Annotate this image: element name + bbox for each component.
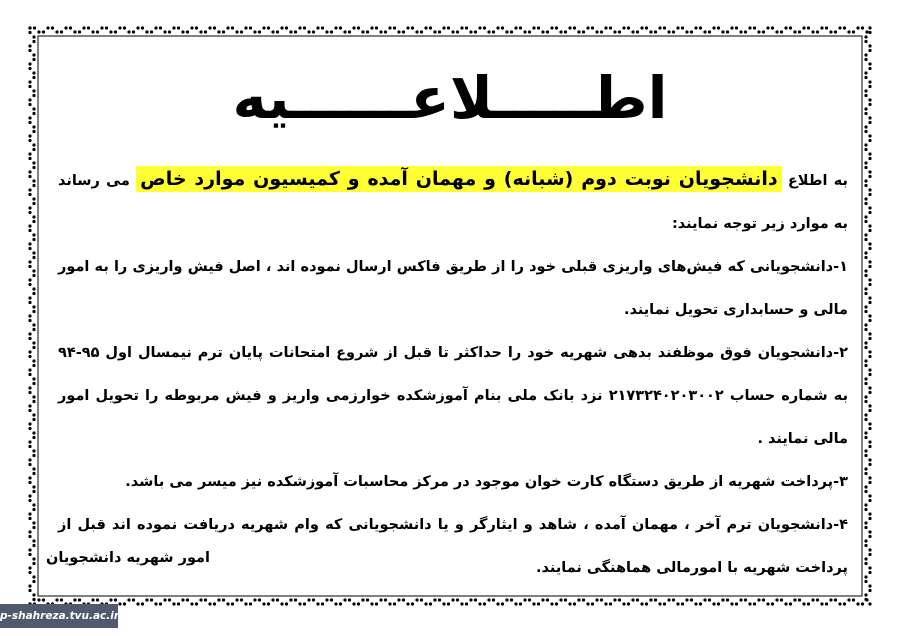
notice-item-1: ۱-دانشجویانی که فیش‌های واریزی قبلی خود را از طریق فاکس ارسال نموده اند ، اصل فیش واریزی را به امور مالی و حسابداری تحویل نمایند. xyxy=(58,259,848,318)
intro-text-after: می رساند به موارد زیر توجه نمایند: xyxy=(58,173,848,232)
site-url-badge[interactable]: p-shahreza.tvu.ac.ir xyxy=(0,604,118,628)
notice-body xyxy=(58,158,848,590)
intro-paragraph xyxy=(58,158,848,246)
intro-highlight: دانشجویان نوبت دوم (شبانه) و مهمان آمده و کمیسیون موارد خاص xyxy=(136,166,781,192)
intro-text-before: به اطلاع xyxy=(781,173,848,189)
signature: امور شهریه دانشجویان xyxy=(46,550,210,566)
notice-item-2: ۲-دانشجویان فوق موظفند بدهی شهریه خود را حداکثر تا قبل از شروع امتحانات پایان ترم نیمسال اول ۹۵-۹۴ به شماره حساب ۲۱۷۳۲۴۰۲۰۳۰۰۲ نزد بانک ملی بنام آموزشکده خوارزمی واریز و فیش مربوطه را تحویل امور مالی نمایند . xyxy=(58,345,849,447)
notice-title: اطـــــلاعــــــیه xyxy=(232,64,668,132)
notice-item-4: ۴-دانشجویان ترم آخر ، مهمان آمده ، شاهد و ایثارگر و یا دانشجویانی که وام شهریه دریافت نموده اند قبل از پرداخت شهریه با امورمالی هماهنگی نمایند. xyxy=(58,517,848,576)
notice-item-3: ۳-پرداخت شهریه از طریق دستگاه کارت خوان موجود در مرکز محاسبات آموزشکده نیز میسر می باشد. xyxy=(125,474,848,490)
